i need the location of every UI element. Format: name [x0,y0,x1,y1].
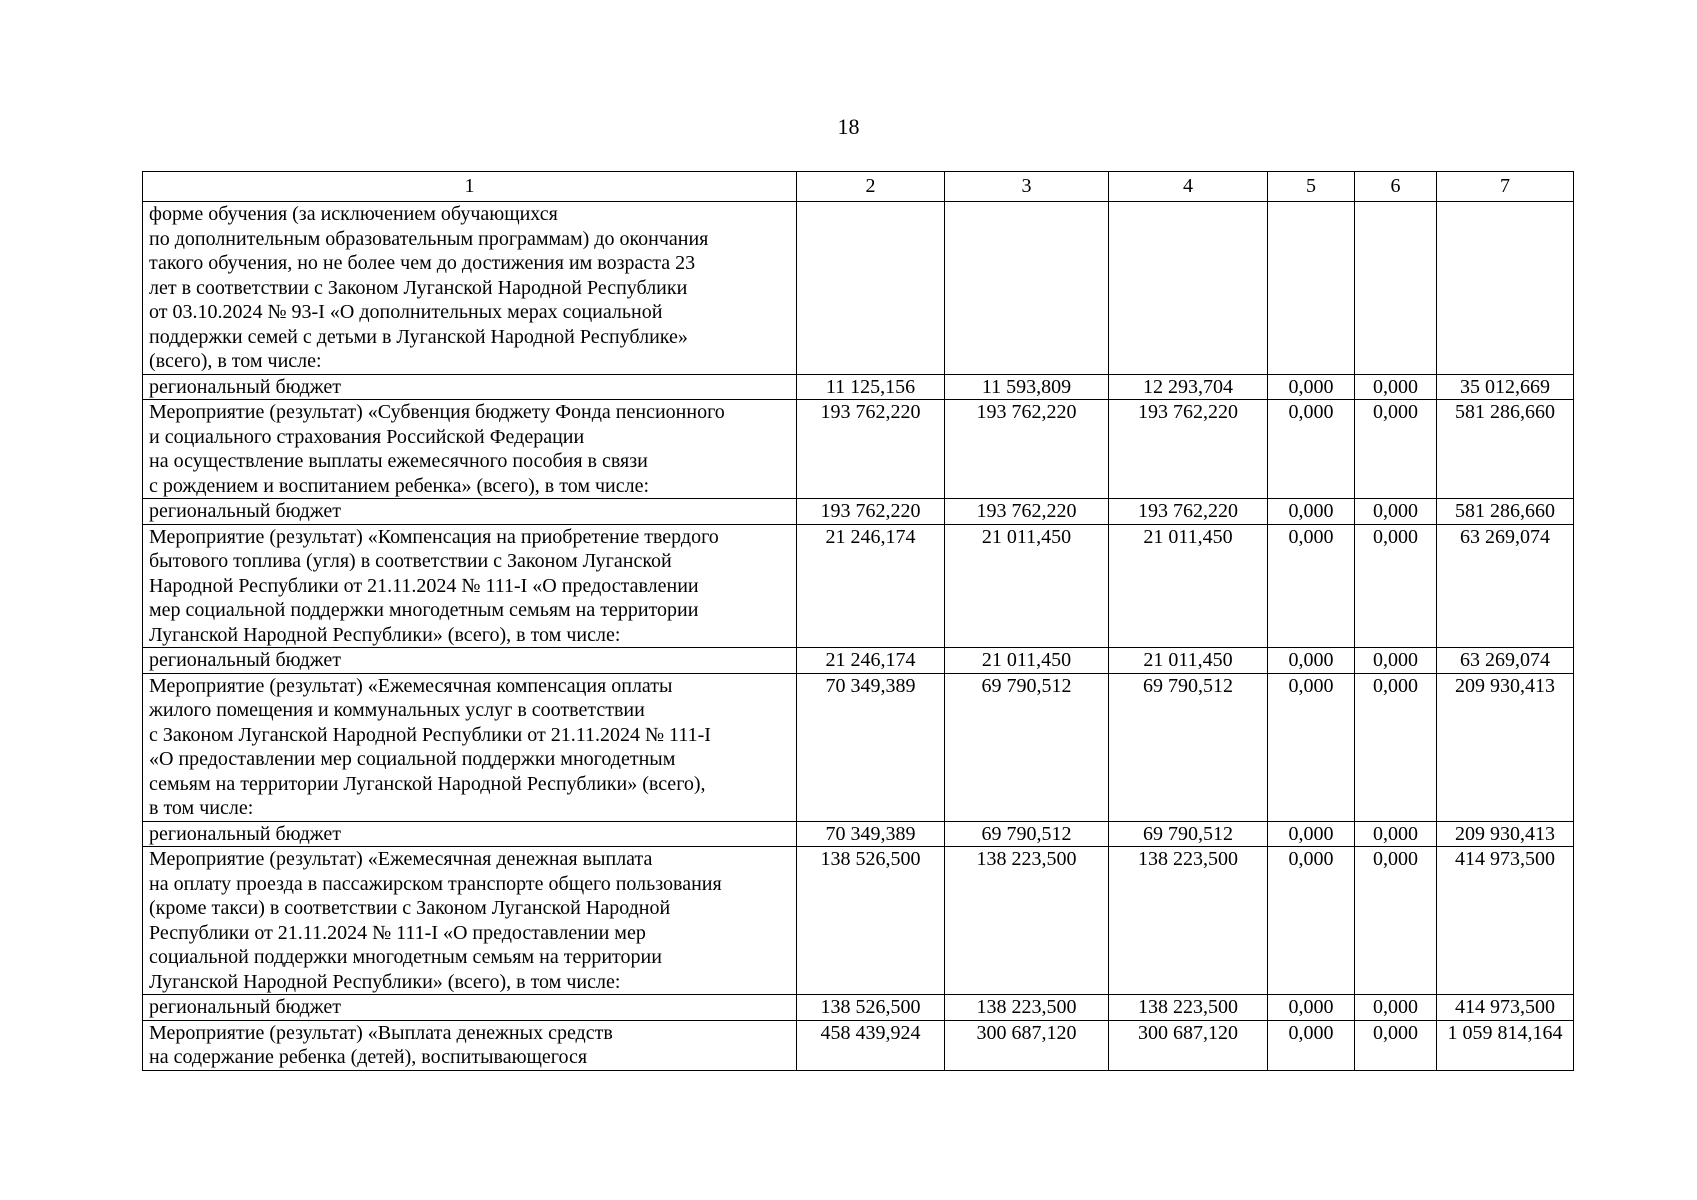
budget-table [142,171,1574,1071]
row-name-cell [143,400,797,499]
row-name-line: Мероприятие (результат) «Ежемесячная денежная выплата [149,848,653,870]
column-header: 5 [1268,172,1355,202]
table-row [143,202,1574,375]
value-cell-col-7: 1 059 814,164 [1437,1020,1574,1070]
value-cell-col-6: 0,000 [1355,995,1437,1021]
value-cell-col-6: 0,000 [1355,1020,1437,1070]
value-cell-col-5: 0,000 [1268,847,1355,995]
value-cell-col-3: 21 011,450 [945,648,1109,674]
row-name-line: семьям на территории Луганской Народной Республики» (всего), [149,772,706,795]
table-row [143,995,1574,1021]
value-cell-col-6 [1355,202,1437,375]
column-header: 4 [1109,172,1268,202]
page-number: 18 [837,114,860,139]
value-cell-col-5: 0,000 [1268,995,1355,1021]
column-number-row [143,172,1574,202]
value-cell-col-4: 300 687,120 [1109,1020,1268,1070]
value-cell-col-6: 0,000 [1355,374,1437,400]
row-name-line: Мероприятие (результат) «Ежемесячная компенсация оплаты [149,674,673,697]
row-name-line: региональный бюджет [149,500,341,522]
value-cell-col-4: 138 223,500 [1109,995,1268,1021]
value-cell-col-5: 0,000 [1268,648,1355,674]
value-cell-col-4: 69 790,512 [1109,821,1268,847]
row-name-line: в том числе: [149,797,254,819]
value-cell-col-3: 69 790,512 [945,673,1109,821]
value-cell-col-7: 63 269,074 [1437,648,1574,674]
table-row [143,1020,1574,1070]
value-cell-col-2: 138 526,500 [797,847,945,995]
value-cell-col-4 [1109,202,1268,375]
row-name-line: с Законом Луганской Народной Республики от 21.11.2024 № 111-I [149,723,711,746]
row-name-line: (всего), в том числе: [149,350,322,372]
row-name-cell [143,995,797,1021]
table-row [143,499,1574,525]
value-cell-col-5 [1268,202,1355,375]
value-cell-col-7: 63 269,074 [1437,524,1574,648]
value-cell-col-2: 70 349,389 [797,673,945,821]
row-name-line: на оплату проезда в пассажирском транспорте общего пользования [149,872,722,895]
value-cell-col-3: 193 762,220 [945,400,1109,499]
row-name-cell [143,374,797,400]
row-name-line: Мероприятие (результат) «Субвенция бюджету Фонда пенсионного [149,401,725,423]
value-cell-col-7: 209 930,413 [1437,821,1574,847]
value-cell-col-7: 414 973,500 [1437,995,1574,1021]
row-name-line: мер социальной поддержки многодетным семьям на территории [149,599,699,621]
value-cell-col-7: 414 973,500 [1437,847,1574,995]
value-cell-col-7 [1437,202,1574,375]
value-cell-col-3: 11 593,809 [945,374,1109,400]
value-cell-col-7: 35 012,669 [1437,374,1574,400]
table-body [143,202,1574,1071]
value-cell-col-2: 21 246,174 [797,648,945,674]
row-name-line: форме обучения (за исключением обучающихся [149,203,558,225]
table-row [143,821,1574,847]
value-cell-col-5: 0,000 [1268,374,1355,400]
value-cell-col-5: 0,000 [1268,1020,1355,1070]
value-cell-col-2: 458 439,924 [797,1020,945,1070]
row-name-cell [143,499,797,525]
row-name-line: на осуществление выплаты ежемесячного пособия в связи [149,450,648,472]
row-name-line: социальной поддержки многодетным семьям на территории [149,946,662,968]
row-name-line: с рождением и воспитанием ребенка» (всего), в том числе: [149,474,650,497]
row-name-line: (кроме такси) в соответствии с Законом Луганской Народной [149,897,671,919]
row-name-cell [143,821,797,847]
value-cell-col-4: 138 223,500 [1109,847,1268,995]
value-cell-col-4: 12 293,704 [1109,374,1268,400]
value-cell-col-4: 69 790,512 [1109,673,1268,821]
value-cell-col-6: 0,000 [1355,821,1437,847]
row-name-line: Луганской Народной Республики» (всего), в том числе: [149,970,621,993]
row-name-line: Луганской Народной Республики» (всего), в том числе: [149,623,621,646]
row-name-cell [143,1020,797,1070]
value-cell-col-2: 70 349,389 [797,821,945,847]
value-cell-col-7: 209 930,413 [1437,673,1574,821]
value-cell-col-6: 0,000 [1355,400,1437,499]
value-cell-col-7: 581 286,660 [1437,499,1574,525]
row-name-line: поддержки семей с детьми в Луганской Народной Республике» [149,325,688,348]
row-name-line: Народной Республики от 21.11.2024 № 111-I «О предоставлении [149,574,699,597]
value-cell-col-2: 193 762,220 [797,499,945,525]
value-cell-col-3: 138 223,500 [945,995,1109,1021]
row-name-line: жилого помещения и коммунальных услуг в соответствии [149,699,645,721]
value-cell-col-3: 21 011,450 [945,524,1109,648]
column-header: 6 [1355,172,1437,202]
column-header: 7 [1437,172,1574,202]
column-header: 2 [797,172,945,202]
row-name-cell [143,673,797,821]
row-name-line: бытового топлива (угля) в соответствии с Законом Луганской [149,550,672,572]
row-name-line: «О предоставлении мер социальной поддержки многодетным [149,748,676,770]
column-header: 3 [945,172,1109,202]
table-row [143,400,1574,499]
value-cell-col-7: 581 286,660 [1437,400,1574,499]
value-cell-col-5: 0,000 [1268,821,1355,847]
table-row [143,673,1574,821]
value-cell-col-2: 138 526,500 [797,995,945,1021]
table-row [143,374,1574,400]
row-name-line: Мероприятие (результат) «Выплата денежных средств [149,1021,613,1044]
row-name-cell [143,524,797,648]
value-cell-col-3: 138 223,500 [945,847,1109,995]
value-cell-col-3 [945,202,1109,375]
row-name-line: региональный бюджет [149,996,341,1018]
value-cell-col-4: 21 011,450 [1109,648,1268,674]
value-cell-col-3: 69 790,512 [945,821,1109,847]
value-cell-col-2 [797,202,945,375]
table-row [143,524,1574,648]
value-cell-col-6: 0,000 [1355,673,1437,821]
value-cell-col-6: 0,000 [1355,524,1437,648]
value-cell-col-5: 0,000 [1268,499,1355,525]
value-cell-col-3: 193 762,220 [945,499,1109,525]
value-cell-col-4: 193 762,220 [1109,400,1268,499]
row-name-line: региональный бюджет [149,375,341,398]
row-name-line: Мероприятие (результат) «Компенсация на приобретение твердого [149,525,719,548]
value-cell-col-5: 0,000 [1268,524,1355,648]
row-name-line: от 03.10.2024 № 93-I «О дополнительных мерах социальной [149,301,663,323]
row-name-line: такого обучения, но не более чем до достижения им возраста 23 [149,252,696,274]
column-header: 1 [143,172,797,202]
row-name-line: на содержание ребенка (детей), воспитывающегося [149,1046,588,1068]
value-cell-col-6: 0,000 [1355,847,1437,995]
value-cell-col-6: 0,000 [1355,499,1437,525]
value-cell-col-2: 21 246,174 [797,524,945,648]
row-name-cell [143,847,797,995]
table-row [143,847,1574,995]
row-name-line: региональный бюджет [149,649,341,671]
value-cell-col-5: 0,000 [1268,400,1355,499]
value-cell-col-4: 193 762,220 [1109,499,1268,525]
value-cell-col-6: 0,000 [1355,648,1437,674]
row-name-cell [143,202,797,375]
row-name-line: лет в соответствии с Законом Луганской Народной Республики [149,276,688,299]
row-name-line: по дополнительным образовательным программам) до окончания [149,227,709,250]
row-name-line: региональный бюджет [149,822,341,845]
value-cell-col-3: 300 687,120 [945,1020,1109,1070]
value-cell-col-2: 11 125,156 [797,374,945,400]
row-name-cell [143,648,797,674]
value-cell-col-4: 21 011,450 [1109,524,1268,648]
value-cell-col-2: 193 762,220 [797,400,945,499]
table-row [143,648,1574,674]
value-cell-col-5: 0,000 [1268,673,1355,821]
row-name-line: и социального страхования Российской Федерации [149,425,585,448]
row-name-line: Республики от 21.11.2024 № 111-I «О предоставлении мер [149,921,646,944]
